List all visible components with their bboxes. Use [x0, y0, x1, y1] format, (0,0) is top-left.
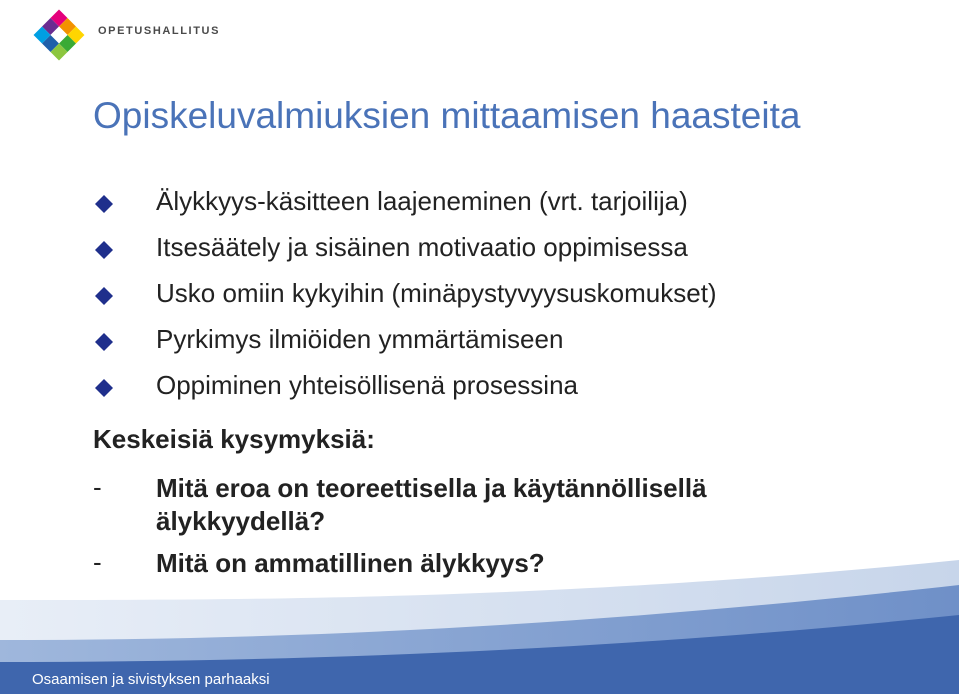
dash-marker: - [93, 472, 102, 502]
bullet-text: Usko omiin kykyihin (minäpystyvyysuskomukset) [156, 278, 717, 308]
bullet-text: Itsesäätely ja sisäinen motivaatio oppimisessa [156, 232, 688, 262]
dash-marker: - [93, 547, 102, 577]
question-text: Mitä on ammatillinen älykkyys? [156, 548, 545, 578]
bullet-text: Pyrkimys ilmiöiden ymmärtämiseen [156, 324, 564, 354]
question-text: Mitä eroa on teoreettisella ja käytännöllisellä älykkyydellä? [156, 473, 707, 536]
slide-title: Opiskeluvalmiuksien mittaamisen haasteita [93, 95, 801, 136]
bullet-text: Älykkyys-käsitteen laajeneminen (vrt. tarjoilija) [156, 186, 688, 216]
org-name: OPETUSHALLITUS [98, 25, 221, 37]
bullet-text: Oppiminen yhteisöllisenä prosessina [156, 370, 579, 400]
section-heading: Keskeisiä kysymyksiä: [93, 424, 375, 454]
footer-tagline: Osaamisen ja sivistyksen parhaaksi [32, 671, 270, 688]
